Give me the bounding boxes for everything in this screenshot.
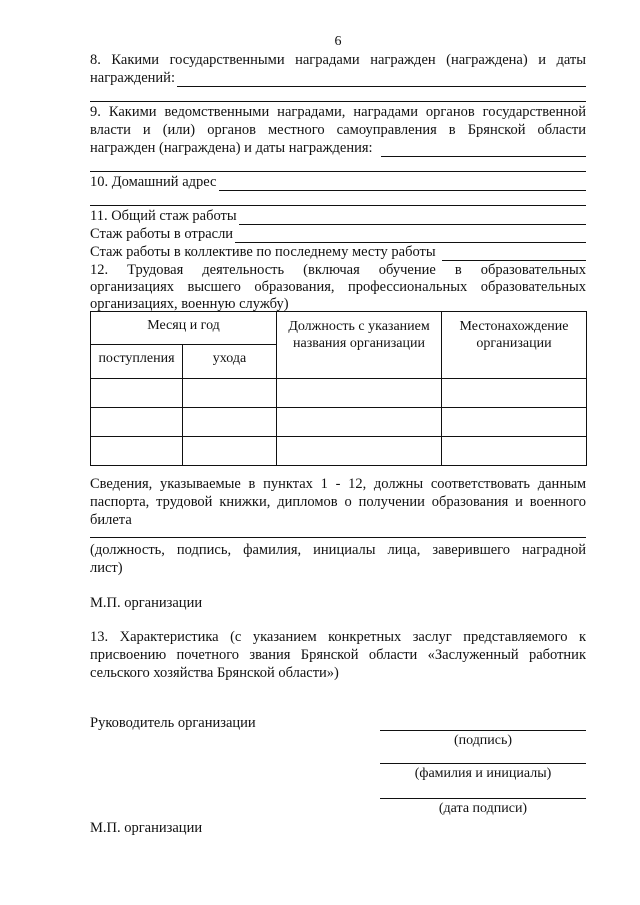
q9-line3-label: награжден (награждена) и даты награждения: xyxy=(90,140,373,156)
q11-industry-label: Стаж работы в отрасли xyxy=(90,226,234,242)
q8-line2-label: награждений: xyxy=(90,70,175,86)
q13-line2: присвоению почетного звания Брянской области «Заслуженный работник xyxy=(90,647,586,663)
month-year-header: Месяц и год xyxy=(91,312,277,345)
q8-answer-field[interactable] xyxy=(177,72,586,87)
certifier-line1: (должность, подпись, фамилия, инициалы лица, заверившего наградной xyxy=(90,542,586,558)
table-row xyxy=(91,379,587,408)
q11-collective-row xyxy=(90,244,586,261)
note-line2: паспорта, трудовой книжки, дипломов о получении образования и военного xyxy=(90,494,586,510)
q11-total-row xyxy=(90,208,586,225)
date-line[interactable] xyxy=(380,798,586,799)
certifier-signature-line[interactable] xyxy=(90,537,586,538)
position-header xyxy=(277,312,442,379)
q12-line2: организациях высшего образования, профессиональных образовательных xyxy=(90,279,586,295)
entry-header: поступления xyxy=(91,345,183,379)
q13-line3: сельского хозяйства Брянской области») xyxy=(90,665,339,681)
stamp-placeholder-1: М.П. организации xyxy=(90,595,203,611)
position-header-line1: Должность с указанием xyxy=(288,319,430,334)
work-history-table xyxy=(90,311,587,466)
table-cell[interactable] xyxy=(91,408,183,437)
collective-experience-field[interactable] xyxy=(442,246,586,261)
total-experience-field[interactable] xyxy=(239,210,586,225)
table-header-row-1 xyxy=(91,312,587,345)
q9-answer-field[interactable] xyxy=(381,142,586,157)
q11-industry-row xyxy=(90,226,586,243)
location-header xyxy=(442,312,587,379)
note-line1: Сведения, указываемые в пунктах 1 - 12, должны соответствовать данным xyxy=(90,476,586,492)
table-cell[interactable] xyxy=(442,437,587,466)
q12-line1: 12. Трудовая деятельность (включая обучение в образовательных xyxy=(90,262,586,278)
table-cell[interactable] xyxy=(91,379,183,408)
q9-line1: 9. Какими ведомственными наградами, наградами органов государственной xyxy=(90,104,586,120)
exit-header: ухода xyxy=(183,345,277,379)
page-number: 6 xyxy=(334,34,342,49)
q10-label: 10. Домашний адрес xyxy=(90,174,217,190)
signature-line[interactable] xyxy=(380,730,586,731)
q11-collective-label: Стаж работы в коллективе по последнему месту работы xyxy=(90,244,436,260)
date-label: (дата подписи) xyxy=(438,801,528,816)
home-address-line[interactable] xyxy=(90,205,586,206)
home-address-field[interactable] xyxy=(219,176,587,191)
q9-line2: власти и (или) органов местного самоуправления в Брянской области xyxy=(90,122,586,138)
document-page xyxy=(90,0,586,905)
table-cell[interactable] xyxy=(277,408,442,437)
table-row xyxy=(91,408,587,437)
q8-line1: 8. Какими государственными наградами награжден (награждена) и даты xyxy=(90,52,586,68)
table-cell[interactable] xyxy=(277,379,442,408)
q11-total-label: 11. Общий стаж работы xyxy=(90,208,237,224)
stamp-placeholder-2: М.П. организации xyxy=(90,820,203,836)
table-cell[interactable] xyxy=(442,379,587,408)
name-label: (фамилия и инициалы) xyxy=(414,766,552,781)
q13-line1: 13. Характеристика (с указанием конкретных заслуг представляемого к xyxy=(90,629,586,645)
industry-experience-field[interactable] xyxy=(235,228,586,243)
q10-row xyxy=(90,174,586,191)
q8-line2 xyxy=(90,70,586,87)
table-cell[interactable] xyxy=(183,408,277,437)
table-cell[interactable] xyxy=(91,437,183,466)
q9-line3 xyxy=(90,140,586,157)
table-row xyxy=(91,437,587,466)
q8-answer-line[interactable] xyxy=(90,101,586,102)
table-cell[interactable] xyxy=(442,408,587,437)
name-line[interactable] xyxy=(380,763,586,764)
note-line3: билета xyxy=(90,512,132,528)
q12-line3: организациях, военную службу) xyxy=(90,296,289,312)
head-of-organization-label: Руководитель организации xyxy=(90,715,256,731)
table-cell[interactable] xyxy=(277,437,442,466)
q9-answer-line[interactable] xyxy=(90,171,586,172)
table-cell[interactable] xyxy=(183,379,277,408)
location-header-line2: организации xyxy=(476,336,552,351)
position-header-line2: названия организации xyxy=(293,336,425,351)
location-header-line1: Местонахождение xyxy=(459,319,569,334)
signature-label: (подпись) xyxy=(453,733,513,748)
table-cell[interactable] xyxy=(183,437,277,466)
certifier-line2: лист) xyxy=(90,560,123,576)
